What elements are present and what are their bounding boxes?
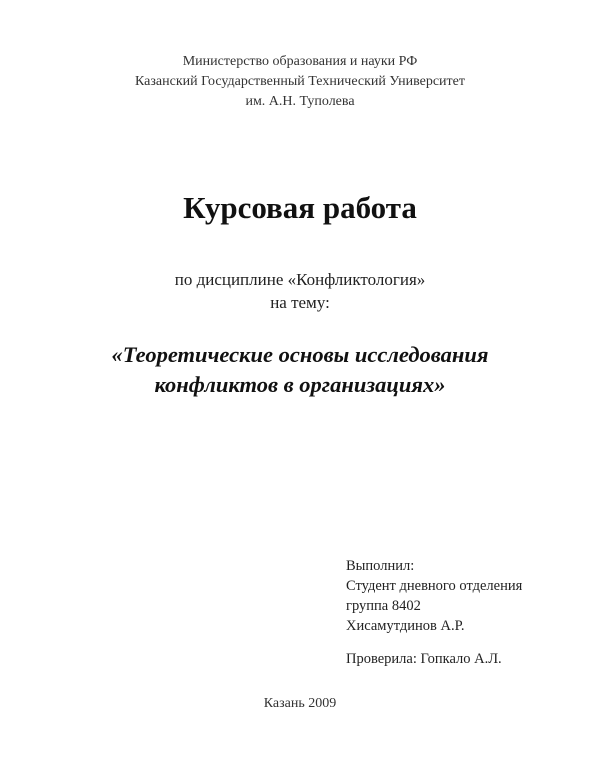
theme-line-1: «Теоретические основы исследования [111,342,489,367]
author-group: группа 8402 [346,598,421,614]
theme-block [0,340,600,400]
author-block [346,556,522,636]
theme-line-2: конфликтов в организациях» [154,372,446,397]
subject-block [0,268,600,314]
organization-header [0,52,600,112]
named-after-line: им. А.Н. Туполева [245,94,355,109]
checked-by: Проверила: Гопкало А.Л. [346,651,502,667]
document-title: Курсовая работа [183,190,417,225]
author-name: Хисамутдинов А.Р. [346,618,465,634]
author-role: Студент дневного отделения [346,578,523,594]
topic-label: на тему: [270,293,330,312]
discipline-line: по дисциплине «Конфликтология» [174,270,426,289]
university-line: Казанский Государственный Технический Университет [135,74,465,89]
city-year: Казань 2009 [263,696,337,711]
ministry-line: Министерство образования и науки РФ [182,54,418,69]
author-label: Выполнил: [346,558,415,574]
